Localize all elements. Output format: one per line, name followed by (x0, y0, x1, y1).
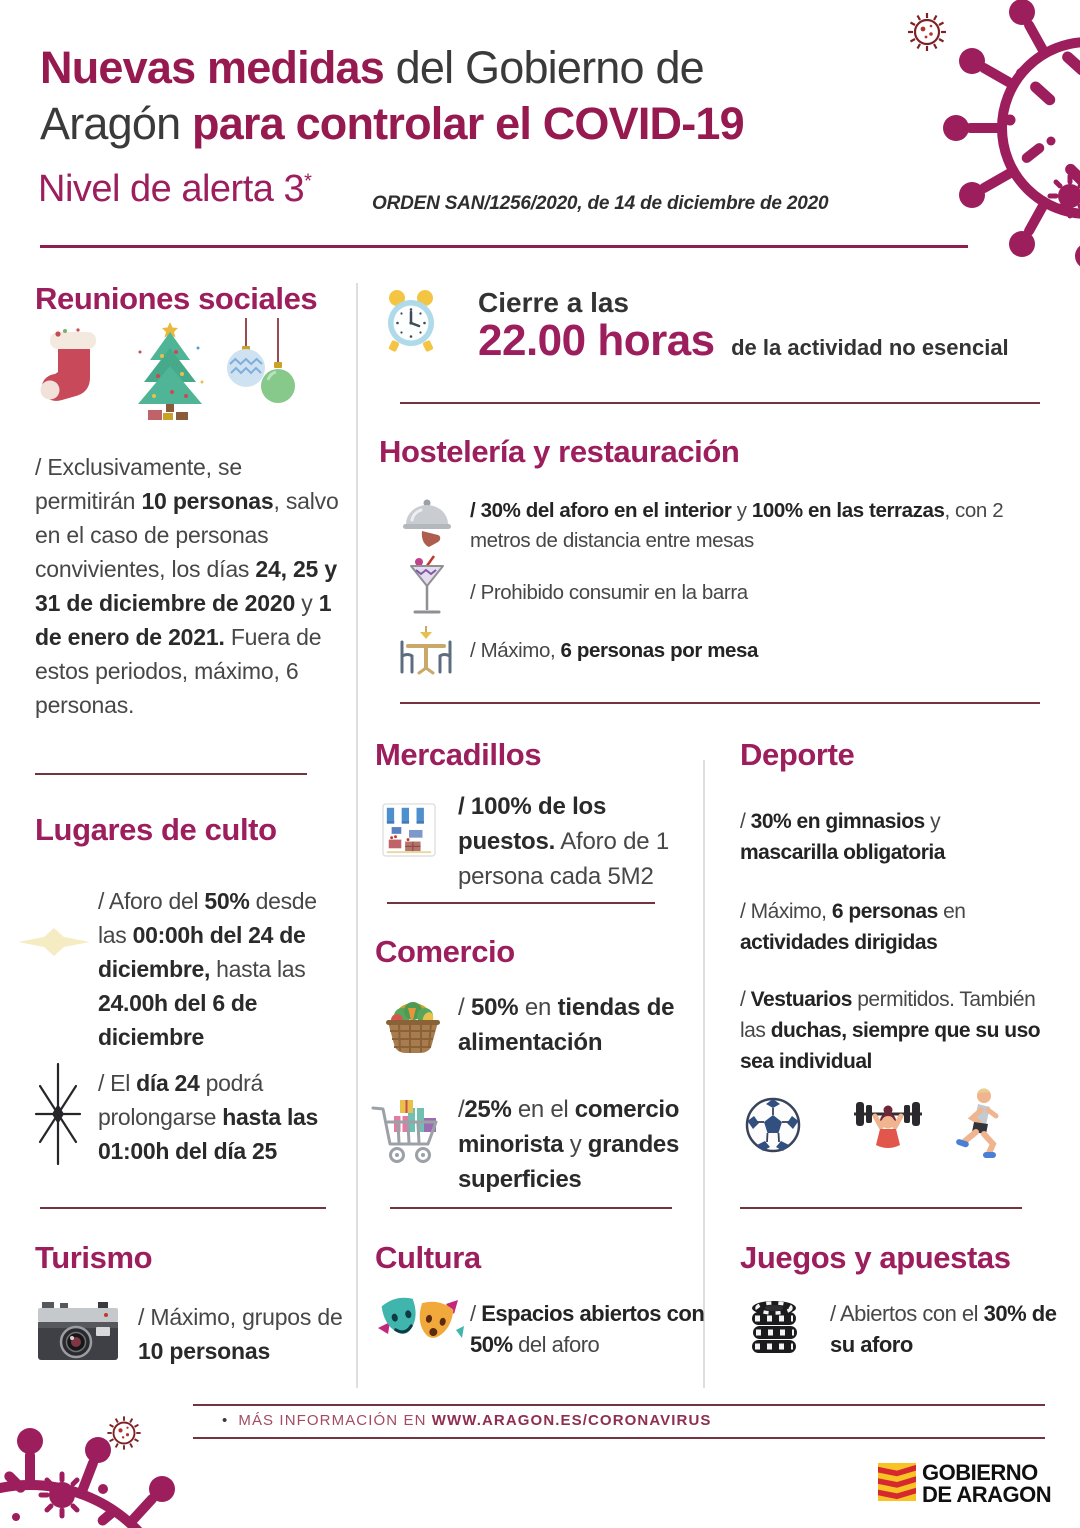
section-heading-cultura: Cultura (375, 1240, 481, 1275)
footer-rule-bottom (193, 1437, 1045, 1439)
section-heading-hosteleria: Hostelería y restauración (379, 434, 740, 469)
column-divider-right (703, 760, 705, 1388)
footer-bullet: • (222, 1412, 229, 1429)
deporte-item-3: / Vestuarios permitidos. También las duchas, siempre que su uso sea individual (740, 988, 1041, 1073)
divider (740, 1207, 1022, 1209)
comercio-item-2: /25% en el comercio minorista y grandes superficies (458, 1096, 680, 1193)
camera-icon (36, 1300, 120, 1364)
footer-url: WWW.ARAGON.ES/CORONAVIRUS (431, 1412, 712, 1429)
divider (400, 402, 1040, 404)
aragon-flag-icon (878, 1462, 916, 1502)
closure-line2 (478, 316, 1009, 366)
column-divider-left (356, 283, 358, 1388)
section-heading-juegos: Juegos y apuestas (740, 1240, 1011, 1275)
soccer-ball-icon (744, 1096, 802, 1154)
mercadillos-text: / 100% de los puestos. Aforo de 1 persona cada 5M2 (458, 793, 669, 890)
cloche-icon (400, 494, 454, 548)
ornaments-icon (222, 318, 298, 418)
poker-chips-icon (746, 1292, 802, 1358)
table-chairs-icon (394, 626, 458, 678)
footer-info: • MÁS INFORMACIÓN EN WWW.ARAGON.ES/CORONAVIRUS (222, 1412, 712, 1429)
alarm-clock-icon (382, 281, 440, 359)
alert-level: Nivel de alerta 3* (38, 168, 312, 210)
order-reference: ORDEN SAN/1256/2020, de 14 de diciembre de 2020 (372, 193, 829, 214)
juegos-text: / Abiertos con el 30% de su aforo (830, 1301, 1057, 1357)
reuniones-text: / Exclusivamente, se permitirán 10 personas, salvo en el caso de personas convivientes, los días 24, 25 y 31 de diciembre de 2020 y 1 de enero de 2021. Fuera de estos periodos, máximo, 6 personas. (35, 454, 339, 718)
theater-masks-icon (376, 1288, 464, 1362)
divider (35, 773, 307, 775)
divider (390, 1207, 672, 1209)
small-virus-bottom-icon (103, 1412, 145, 1454)
page-title (40, 40, 910, 152)
cultura-text: / Espacios abiertos con 50% del aforo (470, 1301, 705, 1357)
food-basket-icon (380, 990, 446, 1056)
header-rule (40, 245, 968, 248)
section-heading-reuniones: Reuniones sociales (35, 281, 318, 316)
sparkle-icon (18, 928, 90, 958)
hosteleria-item-3: / Máximo, 6 personas por mesa (470, 639, 759, 662)
section-heading-turismo: Turismo (35, 1240, 153, 1275)
comercio-item-1: / 50% en tiendas de alimentación (458, 994, 675, 1056)
christmas-tree-icon (132, 322, 208, 422)
closure-time: 22.00 horas (478, 316, 715, 365)
section-heading-mercadillos: Mercadillos (375, 737, 542, 772)
footer-rule-top (193, 1404, 1045, 1406)
turismo-text: / Máximo, grupos de 10 personas (138, 1304, 343, 1364)
culto-item-2: / El día 24 podrá prolongarse hasta las 01:00h del día 25 (98, 1070, 319, 1164)
weightlifter-icon (848, 1090, 928, 1160)
market-stall-icon (382, 800, 436, 858)
closure-rest: de la actividad no esencial (731, 335, 1009, 360)
shopping-cart-icon (370, 1090, 454, 1170)
deporte-item-2: / Máximo, 6 personas en actividades dirigidas (740, 900, 966, 954)
alert-asterisk: * (304, 170, 312, 193)
section-heading-comercio: Comercio (375, 934, 515, 969)
government-logo-text: GOBIERNO DE ARAGON (922, 1460, 1052, 1507)
divider (40, 1207, 326, 1209)
christmas-stocking-icon (38, 326, 102, 418)
page-title-line2: Aragón para controlar el COVID-19 (40, 98, 744, 149)
bethlehem-star-icon (26, 1062, 90, 1166)
large-virus-icon (920, 0, 1080, 280)
section-heading-culto: Lugares de culto (35, 812, 277, 847)
runner-icon (948, 1086, 1010, 1166)
hosteleria-item-1: / 30% del aforo en el interior y 100% en las terrazas, con 2 metros de distancia entre mesas (470, 499, 1004, 552)
closure-line1: Cierre a las (478, 287, 629, 318)
divider (387, 902, 655, 904)
hosteleria-item-2: / Prohibido consumir en la barra (470, 581, 748, 604)
page-title-line1: Nuevas medidas del Gobierno de (40, 42, 704, 93)
divider (400, 702, 1040, 704)
culto-item-1: / Aforo del 50% desde las 00:00h del 24 de diciembre, hasta las 24.00h del 6 de diciembre (98, 888, 317, 1050)
section-heading-deporte: Deporte (740, 737, 855, 772)
deporte-item-1: / 30% en gimnasios y mascarilla obligatoria (740, 810, 945, 864)
cocktail-icon (406, 552, 448, 626)
